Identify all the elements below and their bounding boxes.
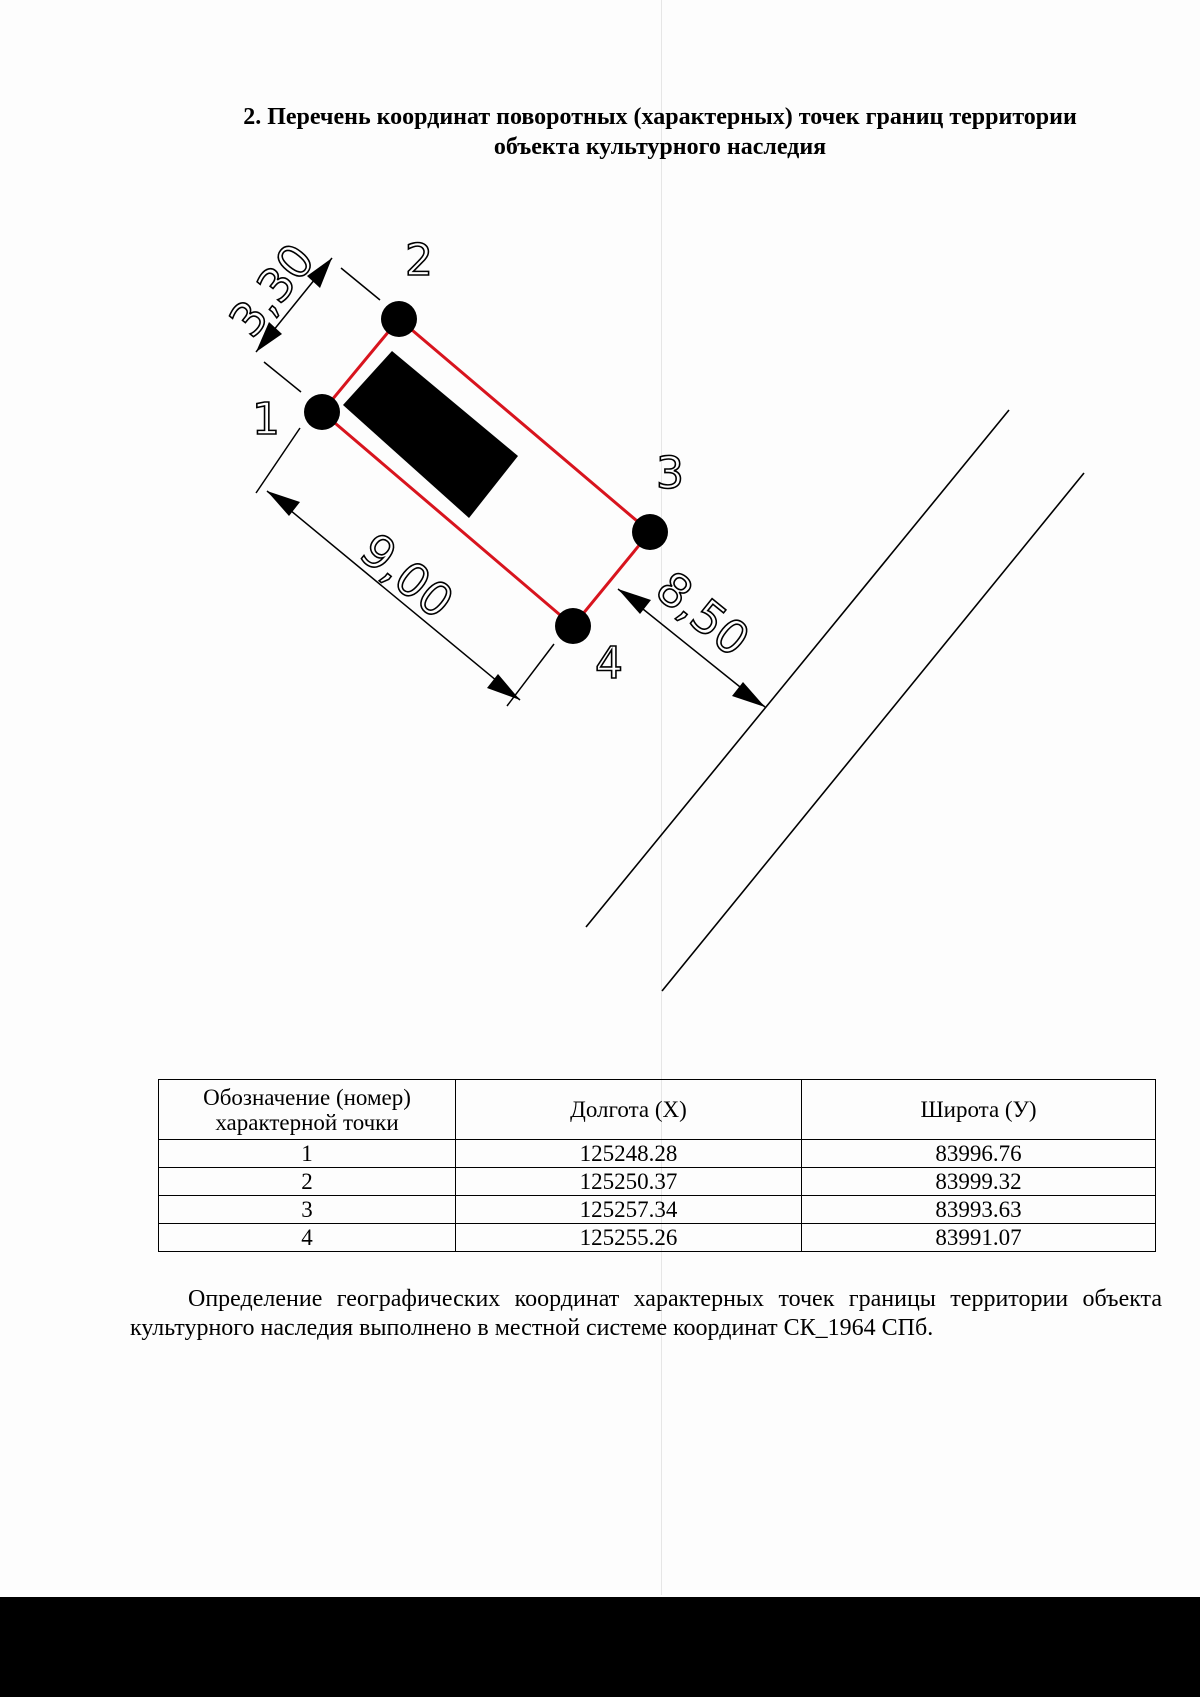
point-label-2: 2 — [405, 235, 433, 286]
dimension-width-label: 3,30 — [218, 233, 326, 347]
scan-bottom-band — [0, 1597, 1200, 1697]
road-line-1 — [586, 410, 1009, 927]
cell-point: 4 — [159, 1224, 456, 1252]
coordinates-table — [158, 1079, 1156, 1252]
boundary-point-2 — [381, 301, 417, 337]
cell-x: 125257.34 — [456, 1196, 802, 1224]
boundary-point-3 — [632, 514, 668, 550]
boundary-point-4 — [555, 608, 591, 644]
header-point-line-2: характерной точки — [215, 1109, 399, 1135]
cell-x: 125248.28 — [456, 1140, 802, 1168]
heading-line-2: объекта культурного наследия — [493, 134, 827, 160]
cell-y: 83991.07 — [802, 1224, 1156, 1252]
road-line-2 — [662, 473, 1084, 991]
header-point — [159, 1080, 456, 1140]
dimension-length-label: 9,00 — [350, 522, 464, 630]
building-footprint — [343, 351, 518, 518]
cell-x: 125255.26 — [456, 1224, 802, 1252]
cell-y: 83999.32 — [802, 1168, 1156, 1196]
boundary-point-1 — [304, 394, 340, 430]
table-row — [159, 1168, 1156, 1196]
header-point-line-1: Обозначение (номер) — [203, 1084, 411, 1110]
point-label-1: 1 — [252, 394, 280, 445]
table-row — [159, 1196, 1156, 1224]
heading-line-1: 2. Перечень координат поворотных (характерных) точек границ территории — [243, 104, 1077, 130]
table-row — [159, 1140, 1156, 1168]
table-row — [159, 1224, 1156, 1252]
table-header-row — [159, 1080, 1156, 1140]
cell-point: 2 — [159, 1168, 456, 1196]
point-label-3: 3 — [656, 448, 684, 499]
header-x: Долгота (X) — [456, 1080, 802, 1140]
coordinate-system-note: Определение географических координат характерных точек границы территории объекта культурного наследия выполнено в местной системе координат СК_1964 СПб. — [130, 1286, 1162, 1341]
cell-point: 3 — [159, 1196, 456, 1224]
cell-y: 83996.76 — [802, 1140, 1156, 1168]
point-label-4: 4 — [595, 638, 623, 689]
cell-x: 125250.37 — [456, 1168, 802, 1196]
dimension-offset-label: 8,50 — [646, 560, 760, 668]
cell-point: 1 — [159, 1140, 456, 1168]
cell-y: 83993.63 — [802, 1196, 1156, 1224]
header-y: Широта (У) — [802, 1080, 1156, 1140]
